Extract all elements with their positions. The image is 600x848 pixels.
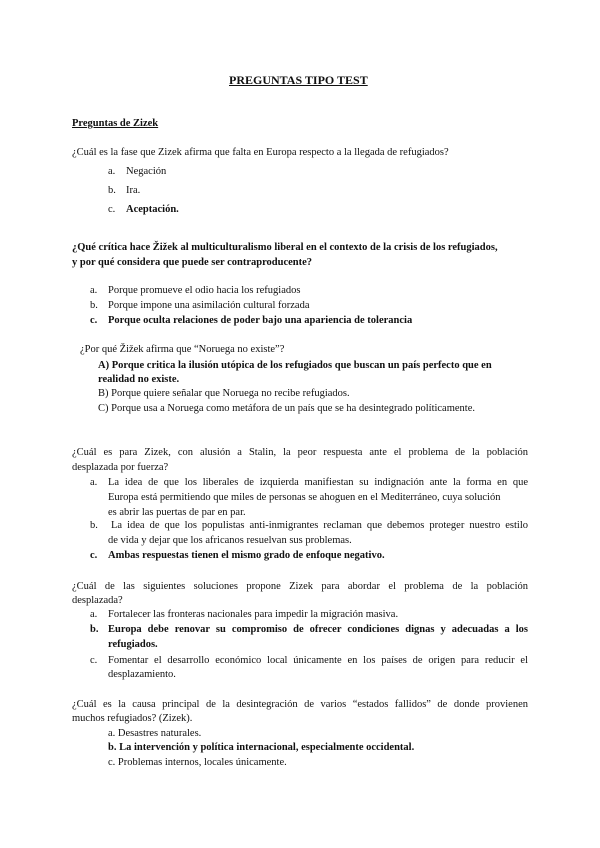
q1-option-a: Negación (126, 166, 167, 177)
q1-option-b: Ira. (126, 185, 141, 196)
q4-question-line2: desplazada por fuerza? (72, 462, 169, 473)
q2-option-a: Porque promueve el odio hacia los refugiados (108, 285, 301, 296)
q5-question-line1: ¿Cuál de las siguientes soluciones propone Zizek para abordar el problema de la población (72, 581, 528, 592)
q3-option-c: C) Porque usa a Noruega como metáfora de un país que se ha desintegrado políticamente. (98, 403, 476, 414)
q3-question: ¿Por qué Žižek afirma que “Noruega no existe”? (80, 344, 285, 355)
q6-option-b: b. La intervención y política internacional, especialmente occidental. (108, 742, 415, 753)
q5-option-c-line2: desplazamiento. (108, 669, 176, 680)
q2-question-line1: ¿Qué crítica hace Žižek al multiculturalismo liberal en el contexto de la crisis de los refugiados, (72, 242, 498, 253)
q5-question-line2: desplazada? (72, 595, 123, 606)
q6-question-line1: ¿Cuál es la causa principal de la desintegración de varios “estados fallidos” de donde provienen (72, 699, 528, 710)
q4-option-b-line2: de vida y dejar que los africanos resuelvan sus problemas. (108, 535, 352, 546)
page-title: PREGUNTAS TIPO TEST (229, 73, 368, 87)
q2-marker-c: c. (90, 315, 98, 326)
q1-question: ¿Cuál es la fase que Zizek afirma que falta en Europa respecto a la llegada de refugiados? (72, 147, 449, 158)
q6-option-a: a. Desastres naturales. (108, 728, 202, 739)
q4-question-line1: ¿Cuál es para Zizek, con alusión a Stalin, la peor respuesta ante el problema de la población (72, 447, 528, 458)
q5-option-c-line1: Fomentar el desarrollo económico local únicamente en los países de origen para reducir el (108, 655, 528, 666)
q5-marker-c: c. (90, 655, 98, 666)
q1-marker-a: a. (108, 166, 116, 177)
q5-marker-a: a. (90, 609, 98, 620)
q1-marker-b: b. (108, 185, 116, 196)
q3-option-b: B) Porque quiere señalar que Noruega no recibe refugiados. (98, 388, 350, 399)
section-subtitle: Preguntas de Zizek (72, 118, 159, 129)
q6-option-c: c. Problemas internos, locales únicamente. (108, 757, 287, 768)
q2-marker-a: a. (90, 285, 98, 296)
q4-marker-c: c. (90, 550, 98, 561)
q4-marker-b: b. (90, 520, 98, 531)
q3-option-a-line1: A) Porque critica la ilusión utópica de los refugiados que buscan un país perfecto que en (98, 360, 492, 371)
q6-question-line2: muchos refugiados? (Zizek). (72, 713, 193, 724)
q5-option-b-line1: Europa debe renovar su compromiso de ofrecer condiciones dignas y adecuadas a los (108, 624, 528, 635)
q2-question-line2: y por qué considera que puede ser contraproducente? (72, 257, 313, 268)
q5-marker-b: b. (90, 624, 99, 635)
q4-option-a-line1: La idea de que los liberales de izquierda manifiestan su indignación ante la forma en que (108, 477, 528, 488)
q5-option-b-line2: refugiados. (108, 639, 158, 650)
q2-marker-b: b. (90, 300, 98, 311)
q2-option-b: Porque impone una asimilación cultural forzada (108, 300, 310, 311)
q1-marker-c: c. (108, 204, 116, 215)
q4-option-a-line3: es abrir las puertas de par en par. (108, 507, 246, 518)
q4-option-b-line1: La idea de que los populistas anti-inmigrantes reclaman que debemos proteger nuestro estilo (111, 520, 528, 531)
q4-option-c: Ambas respuestas tienen el mismo grado de enfoque negativo. (108, 550, 385, 561)
q3-option-a-line2: realidad no existe. (98, 374, 180, 385)
q4-marker-a: a. (90, 477, 98, 488)
q2-option-c: Porque oculta relaciones de poder bajo una apariencia de tolerancia (108, 315, 413, 326)
q1-option-c: Aceptación. (126, 204, 179, 215)
q5-option-a: Fortalecer las fronteras nacionales para impedir la migración masiva. (108, 609, 399, 620)
q4-option-a-line2: Europa está permitiendo que miles de personas se ahoguen en el Mediterráneo, cuya solución (108, 492, 501, 503)
